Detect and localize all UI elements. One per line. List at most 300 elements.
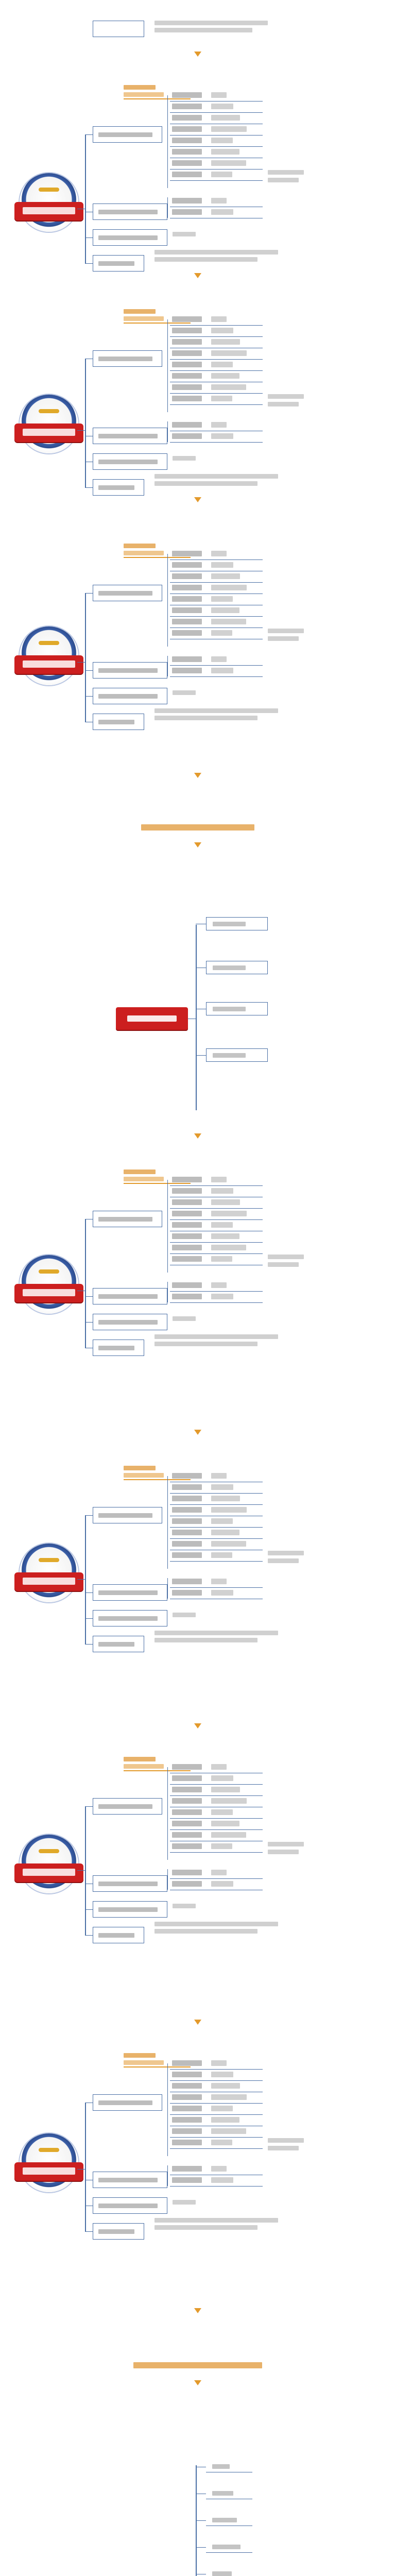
leaf-item: [170, 1220, 263, 1231]
leaf-column: [170, 90, 263, 181]
summary-note: [154, 28, 252, 32]
branch-node: [93, 1798, 162, 1815]
leaf-value: [211, 1188, 233, 1194]
seal-stars: [39, 1849, 59, 1853]
leaf-key: [172, 1473, 202, 1479]
leaf-key: [172, 630, 202, 636]
leaf-column: [170, 1762, 263, 1853]
leaf-item: [170, 1868, 263, 1879]
leaf-spine: [167, 1282, 168, 1302]
leaf-key: [172, 422, 202, 428]
leaf-key: [172, 656, 202, 662]
branch-node: [93, 255, 144, 272]
summary-note: [154, 21, 268, 25]
seal-logo-icon: [10, 170, 88, 247]
branch-note: [173, 232, 196, 236]
leaf-key: [172, 339, 202, 345]
branch-label: [98, 1882, 158, 1886]
connector: [85, 1909, 93, 1910]
leaf-value: [211, 1775, 233, 1781]
branch-label: [98, 1642, 134, 1647]
leaf-value: [211, 362, 233, 367]
connector: [85, 263, 93, 264]
tag-subtitle: [124, 551, 164, 555]
summary-note: [154, 1922, 278, 1926]
leaf-item: [170, 1550, 263, 1562]
leaf-column: [170, 1471, 263, 1562]
leaf-key: [172, 104, 202, 109]
leaf-key: [172, 92, 202, 98]
branch-node: [93, 453, 167, 470]
leaf-value: [211, 2106, 233, 2111]
branch-note: [173, 2200, 196, 2205]
leaf-value: [211, 1282, 227, 1288]
option-item: [206, 2540, 252, 2553]
connector: [85, 1322, 93, 1323]
leaf-item: [170, 382, 263, 394]
leaf-key: [172, 115, 202, 121]
branch-node: [93, 714, 144, 730]
trunk-line: [85, 2103, 86, 2231]
connector: [85, 670, 93, 671]
branch-node: [93, 479, 144, 496]
leaf-value: [211, 1541, 246, 1547]
leaf-value: [211, 104, 233, 109]
leaf-item: [170, 90, 263, 101]
branch-label: [98, 132, 152, 137]
leaf-key: [172, 1530, 202, 1535]
leaf-key: [172, 1552, 202, 1558]
seal-stars: [39, 409, 59, 413]
option-label: [213, 965, 246, 970]
leaf-item: [170, 124, 263, 135]
leaf-item: [170, 371, 263, 382]
leaf-value: [211, 1530, 239, 1535]
down-arrow-icon: [194, 1723, 201, 1728]
leaf-item: [170, 2081, 263, 2092]
seal-logo-icon: [10, 623, 88, 701]
branch-label: [98, 2100, 152, 2105]
leaf-key: [172, 1870, 202, 1875]
leaf-key: [172, 373, 202, 379]
leaf-item: [170, 2058, 263, 2070]
leaf-key: [172, 1282, 202, 1288]
summary-note: [154, 1631, 278, 1635]
leaf-column: [170, 196, 263, 218]
tag-subtitle: [124, 1473, 164, 1478]
leaf-value: [211, 1590, 233, 1596]
leaf-value: [211, 2060, 227, 2066]
leaf-column: [170, 1280, 263, 1303]
side-note: [268, 178, 299, 182]
branch-label: [98, 2229, 134, 2234]
leaf-item: [170, 196, 263, 207]
tag-title: [124, 1757, 156, 1761]
leaf-item: [170, 2164, 263, 2175]
leaf-value: [211, 160, 246, 166]
branch-node: [93, 2094, 162, 2111]
leaf-value: [211, 1881, 233, 1887]
leaf-spine: [167, 1869, 168, 1890]
tag-title: [124, 309, 156, 314]
leaf-value: [211, 1579, 227, 1584]
summary-note: [154, 474, 278, 479]
side-note: [268, 1255, 304, 1259]
branch-label: [98, 235, 158, 240]
leaf-item: [170, 337, 263, 348]
branch-node: [93, 1901, 167, 1918]
leaf-key: [172, 1775, 202, 1781]
branch-node: [93, 1507, 162, 1523]
leaf-value: [211, 1496, 240, 1501]
connector: [77, 430, 85, 431]
leaf-item: [170, 1807, 263, 1819]
leaf-key: [172, 350, 202, 356]
leaf-key: [172, 2094, 202, 2100]
leaf-item: [170, 431, 263, 443]
leaf-item: [170, 1785, 263, 1796]
summary-note: [154, 1638, 257, 1642]
branch-note: [173, 1316, 196, 1321]
leaf-item: [170, 1231, 263, 1243]
down-arrow-icon: [194, 2020, 201, 2025]
trunk-line: [85, 359, 86, 487]
side-note: [268, 1551, 304, 1555]
connector: [196, 2547, 206, 2548]
leaf-value: [211, 1222, 233, 1228]
leaf-value: [211, 149, 239, 155]
leaf-key: [172, 1496, 202, 1501]
tag-title: [124, 1170, 156, 1174]
leaf-key: [172, 1233, 202, 1239]
seal-ribbon-text: [23, 1578, 75, 1585]
seal-ribbon-text: [23, 429, 75, 436]
leaf-value: [211, 373, 239, 379]
leaf-value: [211, 1821, 239, 1826]
branch-node: [93, 1584, 167, 1601]
branch-label: [98, 720, 134, 724]
leaf-item: [170, 605, 263, 617]
leaf-key: [172, 1484, 202, 1490]
connector: [85, 1515, 93, 1516]
branch-label: [98, 1804, 152, 1809]
leaf-item: [170, 654, 263, 666]
leaf-item: [170, 1796, 263, 1807]
leaf-value: [211, 138, 233, 143]
branch-label: [98, 2178, 158, 2182]
leaf-value: [211, 2177, 233, 2183]
option-box: [206, 961, 268, 974]
leaf-value: [211, 198, 227, 204]
leaf-value: [211, 1843, 232, 1849]
option-item: [206, 2487, 252, 2499]
leaf-item: [170, 1516, 263, 1528]
leaf-item: [170, 1197, 263, 1209]
seal-logo-icon: [10, 1540, 88, 1618]
leaf-item: [170, 101, 263, 113]
leaf-value: [211, 2083, 240, 2089]
branch-node: [93, 126, 162, 143]
branch-label: [98, 1513, 152, 1518]
side-note: [268, 636, 299, 641]
leaf-item: [170, 2175, 263, 2187]
option-label: [212, 2464, 230, 2469]
leaf-item: [170, 1879, 263, 1890]
branch-node: [93, 1610, 167, 1626]
leaf-key: [172, 1177, 202, 1182]
leaf-item: [170, 2115, 263, 2126]
summary-note: [154, 250, 278, 255]
branch-label: [98, 668, 158, 673]
hub-spine: [196, 925, 197, 1110]
leaf-value: [211, 1507, 247, 1513]
leaf-column: [170, 1577, 263, 1599]
leaf-key: [172, 396, 202, 401]
hub-label: [127, 1015, 177, 1022]
leaf-key: [172, 585, 202, 590]
seal-ribbon-text: [23, 660, 75, 668]
leaf-item: [170, 1280, 263, 1292]
leaf-key: [172, 433, 202, 439]
leaf-value: [211, 328, 233, 333]
leaf-item: [170, 1773, 263, 1785]
leaf-item: [170, 170, 263, 181]
branch-node: [93, 350, 162, 367]
leaf-item: [170, 1588, 263, 1599]
leaf-key: [172, 138, 202, 143]
leaf-spine: [167, 2165, 168, 2186]
option-box: [206, 1048, 268, 1062]
leaf-key: [172, 198, 202, 204]
leaf-value: [211, 668, 233, 673]
summary-note: [154, 2218, 278, 2223]
leaf-item: [170, 666, 263, 677]
leaf-value: [211, 339, 240, 345]
connector: [77, 1579, 85, 1580]
branch-label: [98, 1933, 134, 1938]
leaf-value: [211, 596, 233, 602]
leaf-spine: [167, 1578, 168, 1599]
leaf-key: [172, 209, 202, 215]
leaf-value: [211, 1787, 240, 1792]
seal-stars: [39, 1269, 59, 1274]
branch-label: [98, 1320, 158, 1325]
leaf-column: [170, 420, 263, 443]
leaf-key: [172, 160, 202, 166]
leaf-spine: [167, 2063, 168, 2156]
connector: [77, 662, 85, 663]
leaf-key: [172, 1222, 202, 1228]
tag-title: [124, 544, 156, 548]
section-title: [133, 2362, 262, 2368]
leaf-value: [211, 1484, 233, 1490]
leaf-value: [211, 656, 227, 662]
side-note: [268, 2146, 299, 2150]
branch-label: [98, 460, 158, 464]
leaf-item: [170, 1494, 263, 1505]
down-arrow-icon: [194, 2308, 201, 2313]
option-label: [212, 2545, 241, 2549]
summary-note: [154, 257, 257, 262]
leaf-item: [170, 1243, 263, 1254]
leaf-value: [211, 573, 240, 579]
trunk-line: [85, 1515, 86, 1644]
leaf-spine: [167, 1767, 168, 1860]
connector: [196, 2520, 206, 2521]
branch-label: [98, 591, 152, 596]
leaf-key: [172, 126, 202, 132]
leaf-column: [170, 2164, 263, 2187]
seal-ribbon-text: [23, 1869, 75, 1876]
leaf-item: [170, 158, 263, 170]
leaf-value: [211, 1764, 227, 1770]
leaf-key: [172, 1590, 202, 1596]
connector: [85, 487, 93, 488]
leaf-item: [170, 1762, 263, 1773]
leaf-value: [211, 2117, 239, 2123]
leaf-key: [172, 1211, 202, 1216]
branch-node: [93, 688, 167, 704]
leaf-value: [211, 1211, 247, 1216]
leaf-value: [211, 1256, 232, 1262]
leaf-item: [170, 348, 263, 360]
summary-note: [154, 1334, 278, 1339]
summary-note: [154, 716, 257, 720]
branch-label: [98, 1346, 134, 1350]
down-arrow-icon: [194, 773, 201, 778]
leaf-spine: [167, 197, 168, 218]
leaf-value: [211, 562, 233, 568]
leaf-value: [211, 2072, 233, 2077]
branch-node: [93, 1636, 144, 1652]
connector: [85, 1296, 93, 1297]
leaf-spine: [167, 656, 168, 676]
tag-title: [124, 85, 156, 90]
leaf-value: [211, 630, 232, 636]
leaf-value: [211, 422, 227, 428]
leaf-key: [172, 619, 202, 624]
leaf-key: [172, 328, 202, 333]
leaf-item: [170, 1482, 263, 1494]
leaf-item: [170, 1292, 263, 1303]
leaf-key: [172, 573, 202, 579]
seal-logo-icon: [10, 1252, 88, 1329]
side-note: [268, 402, 299, 406]
leaf-value: [211, 1798, 247, 1804]
connector: [85, 1618, 93, 1619]
leaf-item: [170, 314, 263, 326]
leaf-key: [172, 1787, 202, 1792]
leaf-value: [211, 2094, 247, 2100]
leaf-item: [170, 1528, 263, 1539]
leaf-key: [172, 607, 202, 613]
leaf-key: [172, 2140, 202, 2145]
leaf-key: [172, 1507, 202, 1513]
leaf-item: [170, 1841, 263, 1853]
leaf-key: [172, 596, 202, 602]
leaf-item: [170, 571, 263, 583]
branch-label: [98, 1590, 158, 1595]
leaf-value: [211, 2166, 227, 2172]
leaf-key: [172, 316, 202, 322]
option-label: [212, 2491, 233, 2496]
down-arrow-icon: [194, 52, 201, 57]
leaf-spine: [167, 95, 168, 188]
summary-note: [154, 708, 278, 713]
leaf-value: [211, 585, 247, 590]
leaf-key: [172, 1188, 202, 1194]
seal-logo-icon: [10, 1832, 88, 1909]
leaf-item: [170, 2138, 263, 2149]
branch-label: [98, 357, 152, 361]
leaf-item: [170, 1175, 263, 1186]
leaf-value: [211, 384, 246, 390]
seal-logo-icon: [10, 2130, 88, 2208]
leaf-item: [170, 1577, 263, 1588]
connector: [196, 1055, 206, 1056]
connector: [85, 1935, 93, 1936]
branch-node: [93, 1340, 144, 1356]
option-box: [206, 917, 268, 930]
branch-note: [173, 1613, 196, 1617]
branch-label: [98, 210, 158, 214]
connector: [85, 1806, 93, 1807]
down-arrow-icon: [194, 1430, 201, 1435]
summary-note: [154, 1342, 257, 1346]
leaf-key: [172, 384, 202, 390]
leaf-key: [172, 2177, 202, 2183]
leaf-spine: [167, 421, 168, 442]
leaf-item: [170, 1830, 263, 1841]
option-label: [213, 1007, 246, 1011]
leaf-item: [170, 2126, 263, 2138]
leaf-key: [172, 1256, 202, 1262]
leaf-item: [170, 1471, 263, 1482]
seal-stars: [39, 641, 59, 645]
leaf-value: [211, 1518, 233, 1524]
side-note: [268, 394, 304, 399]
leaf-key: [172, 1843, 202, 1849]
branch-node: [93, 1211, 162, 1227]
down-arrow-icon: [194, 2380, 201, 2385]
leaf-item: [170, 1505, 263, 1516]
connector: [85, 1592, 93, 1593]
side-note: [268, 1850, 299, 1854]
branch-node: [93, 1927, 144, 1943]
down-arrow-icon: [194, 842, 201, 848]
leaf-value: [211, 1870, 227, 1875]
leaf-spine: [167, 319, 168, 412]
leaf-key: [172, 2072, 202, 2077]
leaf-key: [172, 2166, 202, 2172]
leaf-value: [211, 1832, 246, 1838]
leaf-column: [170, 549, 263, 639]
leaf-key: [172, 2128, 202, 2134]
leaf-key: [172, 1541, 202, 1547]
leaf-key: [172, 1881, 202, 1887]
leaf-key: [172, 1821, 202, 1826]
leaf-value: [211, 1809, 233, 1815]
branch-node: [93, 229, 167, 246]
option-box: [206, 1002, 268, 1015]
leaf-value: [211, 1473, 227, 1479]
option-label: [212, 2571, 232, 2576]
leaf-key: [172, 551, 202, 556]
leaf-value: [211, 1177, 227, 1182]
branch-label: [98, 1907, 158, 1912]
connector: [77, 2169, 85, 2170]
leaf-item: [170, 628, 263, 639]
